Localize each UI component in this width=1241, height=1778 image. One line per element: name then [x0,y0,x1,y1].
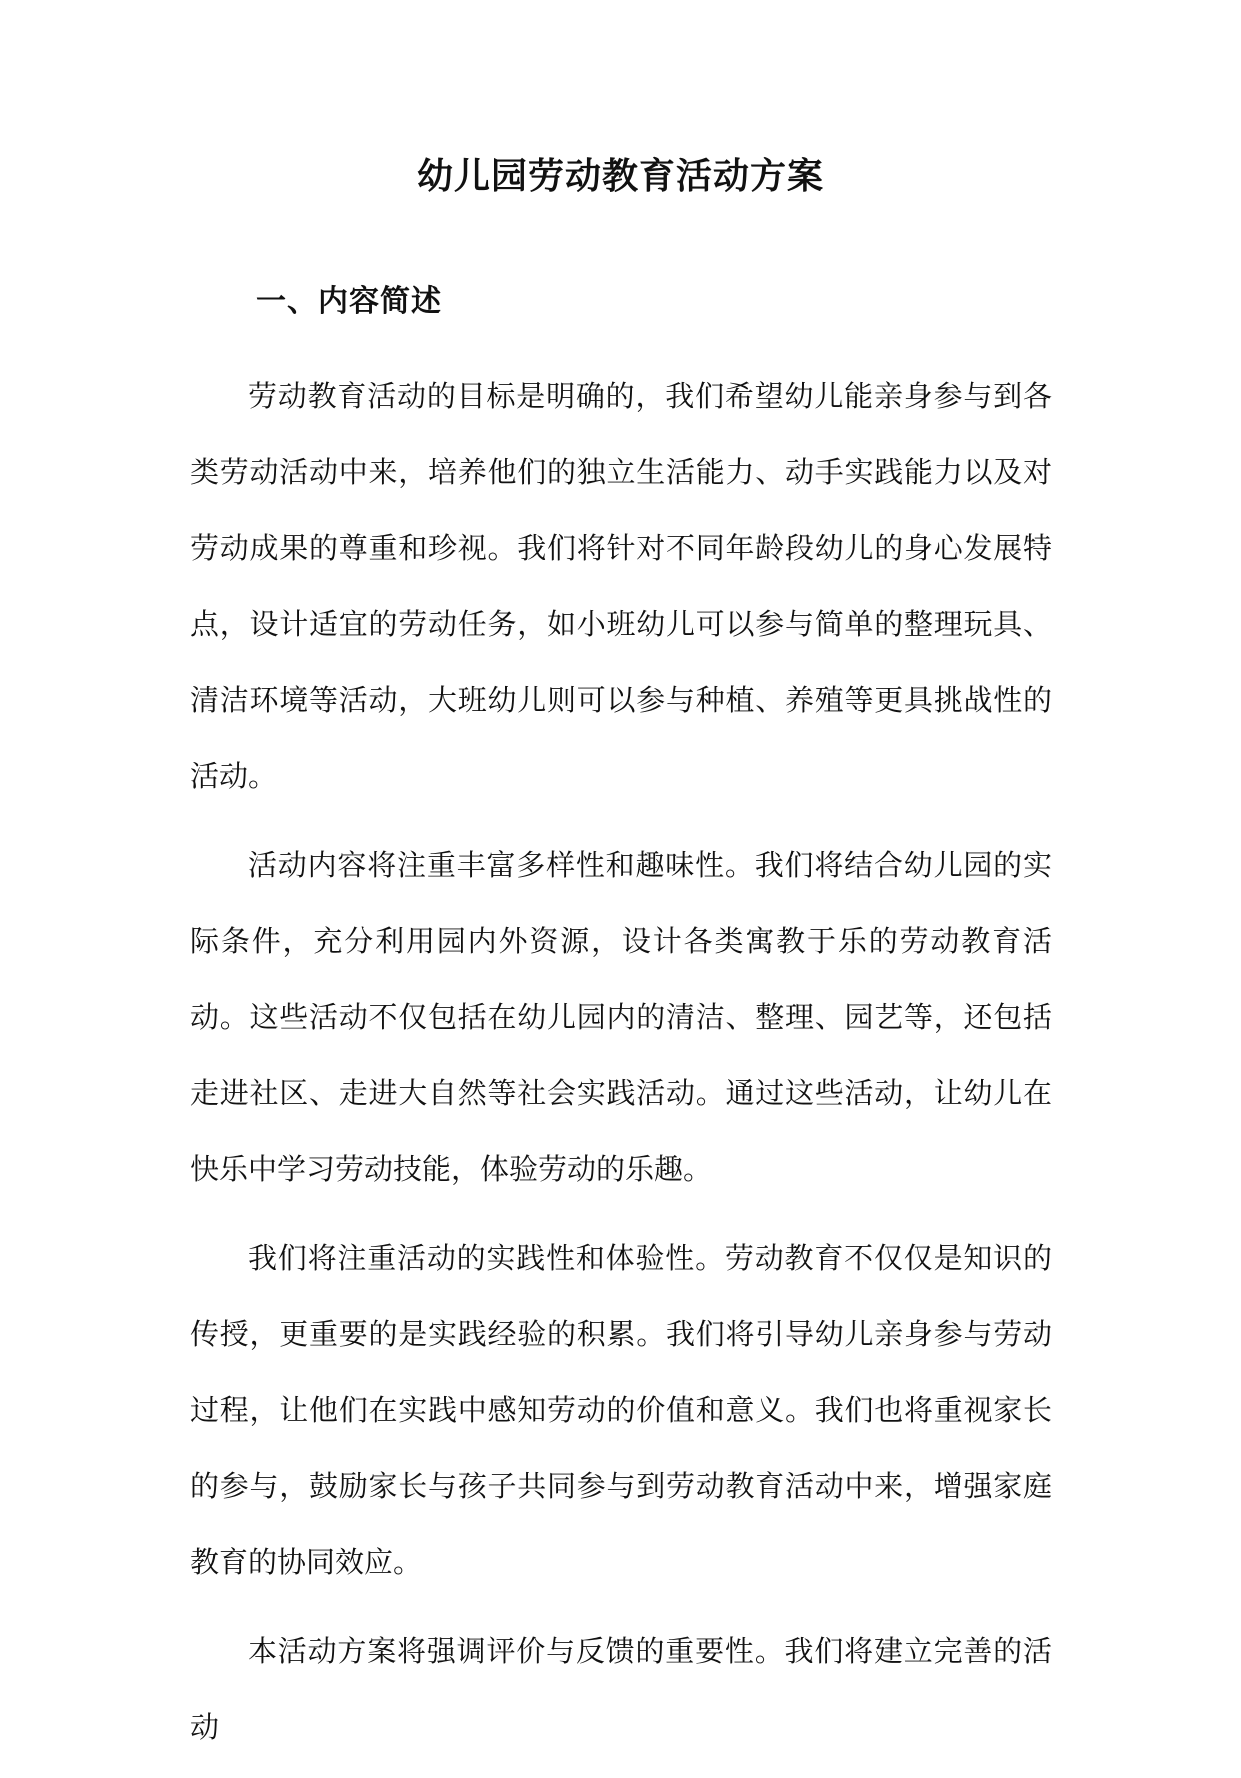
paragraph: 劳动教育活动的目标是明确的，我们希望幼儿能亲身参与到各类劳动活动中来，培养他们的独立生活能力、动手实践能力以及对劳动成果的尊重和珍视。我们将针对不同年龄段幼儿的身心发展特点，设计适宜的劳动任务，如小班幼儿可以参与简单的整理玩具、清洁环境等活动，大班幼儿则可以参与种植、养殖等更具挑战性的活动。 [190,379,1052,793]
paragraph: 本活动方案将强调评价与反馈的重要性。我们将建立完善的活动 [190,1634,1052,1744]
section-heading: 一、内容简述 [256,284,442,319]
document-title: 幼儿园劳动教育活动方案 [416,155,824,197]
paragraph: 活动内容将注重丰富多样性和趣味性。我们将结合幼儿园的实际条件，充分利用园内外资源，设计各类寓教于乐的劳动教育活动。这些活动不仅包括在幼儿园内的清洁、整理、园艺等，还包括走进社区、走进大自然等社会实践活动。通过这些活动，让幼儿在快乐中学习劳动技能，体验劳动的乐趣。 [190,848,1052,1186]
section-body [190,358,1052,1778]
paragraph: 我们将注重活动的实践性和体验性。劳动教育不仅仅是知识的传授，更重要的是实践经验的积累。我们将引导幼儿亲身参与劳动过程，让他们在实践中感知劳动的价值和意义。我们也将重视家长的参与，鼓励家长与孩子共同参与到劳动教育活动中来，增强家庭教育的协同效应。 [190,1241,1052,1579]
